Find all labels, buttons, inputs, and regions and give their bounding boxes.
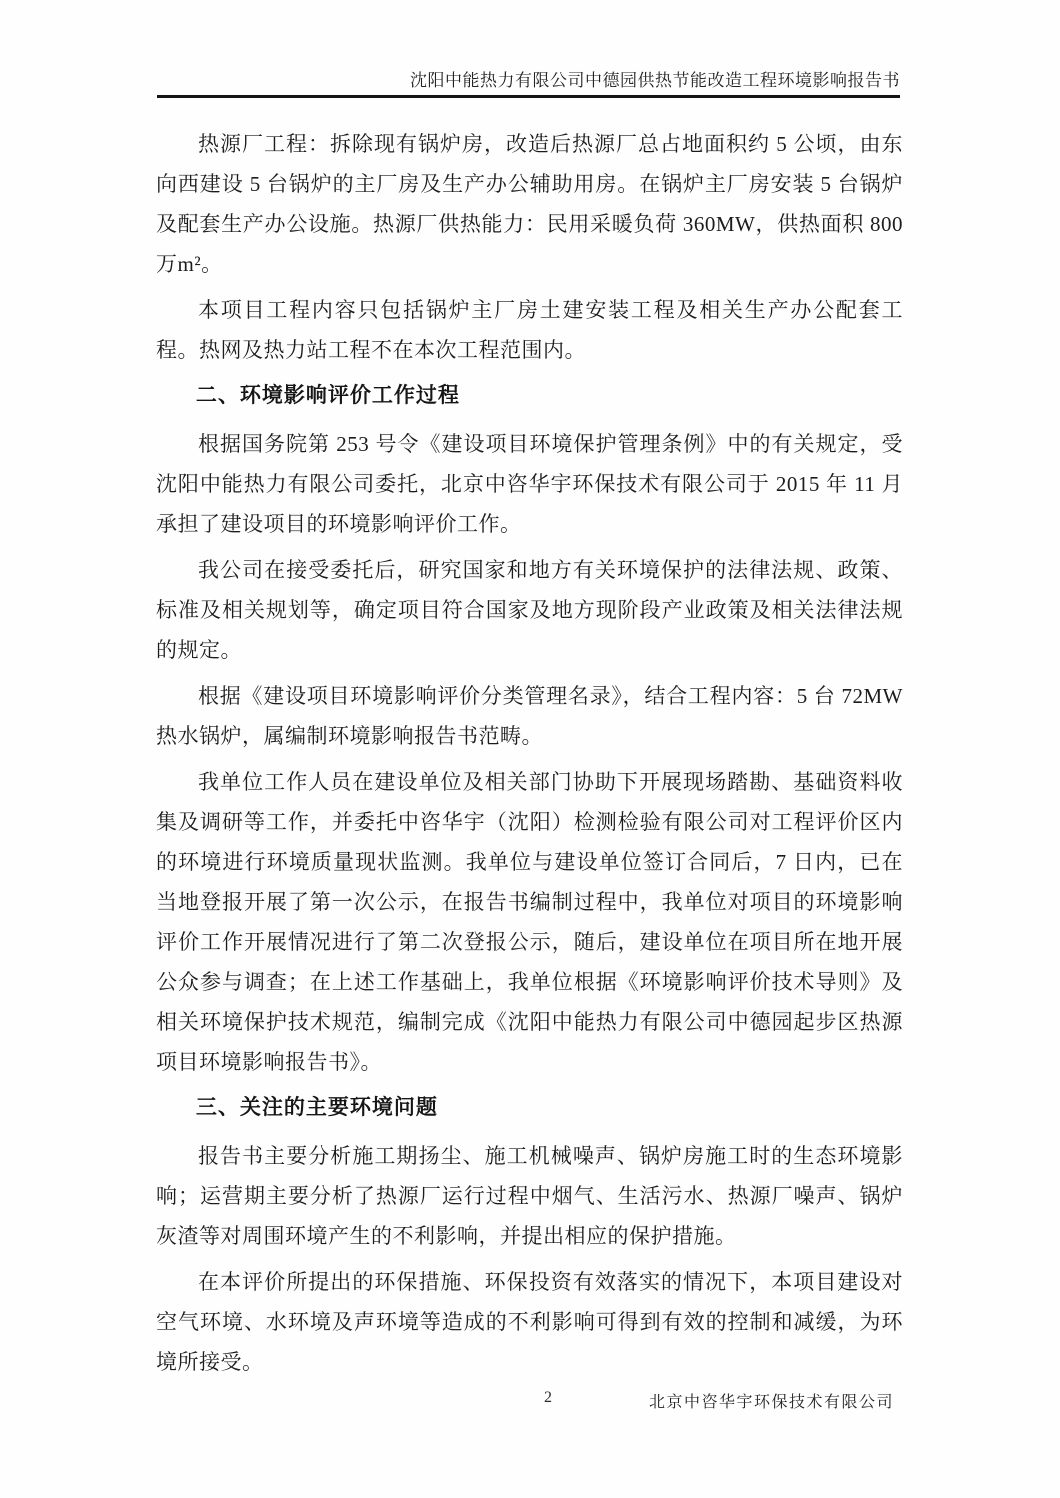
paragraph-project-scope: 本项目工程内容只包括锅炉主厂房土建安装工程及相关生产办公配套工程。热网及热力站工程不在本次工程范围内。 (156, 298, 903, 362)
paragraph-work-process-detail: 我单位工作人员在建设单位及相关部门协助下开展现场踏勘、基础资料收集及调研等工作，并委托中咨华宇（沈阳）检测检验有限公司对工程评价区内的环境进行环境质量现状监测。我单位与建设单位签订合同后，7 日内，已在当地登报开展了第一次公示，在报告书编制过程中，我单位对项目的环境影响评价工作开展情况进行了第二次登报公示，随后，建设单位在项目所在地开展公众参与调查；在上述工作基础上，我单位根据《环境影响评价技术导则》及相关环境保护技术规范，编制完成《沈阳中能热力有限公司中德园起步区热源项目环境影响报告书》。 (156, 770, 903, 1074)
header-rule (157, 95, 900, 98)
paragraph-impact-analysis: 报告书主要分析施工期扬尘、施工机械噪声、锅炉房施工时的生态环境影响；运营期主要分析了热源厂运行过程中烟气、生活污水、热源厂噪声、锅炉灰渣等对周围环境产生的不利影响，并提出相应的保护措施。 (156, 1144, 903, 1248)
document-body (156, 124, 903, 1388)
paragraph-commission-basis: 根据国务院第 253 号令《建设项目环境保护管理条例》中的有关规定，受沈阳中能热力有限公司委托，北京中咨华宇环保技术有限公司于 2015 年 11 月承担了建设项目的环境影响评价工作。 (156, 432, 903, 536)
paragraph-heat-source-works: 热源厂工程：拆除现有锅炉房，改造后热源厂总占地面积约 5 公顷，由东向西建设 5 台锅炉的主厂房及生产办公辅助用房。在锅炉主厂房安装 5 台锅炉及配套生产办公设施。热源厂供热能力：民用采暖负荷 360MW，供热面积 800 万m²。 (156, 132, 903, 276)
page-number: 2 (544, 1389, 552, 1406)
paragraph-conclusion: 在本评价所提出的环保措施、环保投资有效落实的情况下，本项目建设对空气环境、水环境及声环境等造成的不利影响可得到有效的控制和减缓，为环境所接受。 (156, 1270, 903, 1374)
paragraph-classification-catalog: 根据《建设项目环境影响评价分类管理名录》，结合工程内容：5 台 72MW 热水锅炉，属编制环境影响报告书范畴。 (156, 684, 903, 748)
section-heading-main-issues: 三、关注的主要环境问题 (195, 1096, 438, 1119)
section-heading-eia-process: 二、环境影响评价工作过程 (195, 384, 460, 407)
paragraph-policy-review: 我公司在接受委托后，研究国家和地方有关环境保护的法律法规、政策、标准及相关规划等，确定项目符合国家及地方现阶段产业政策及相关法律法规的规定。 (156, 558, 903, 662)
footer-company-name: 北京中咨华宇环保技术有限公司 (648, 1394, 894, 1411)
running-header-title: 沈阳中能热力有限公司中德园供热节能改造工程环境影响报告书 (410, 71, 900, 90)
